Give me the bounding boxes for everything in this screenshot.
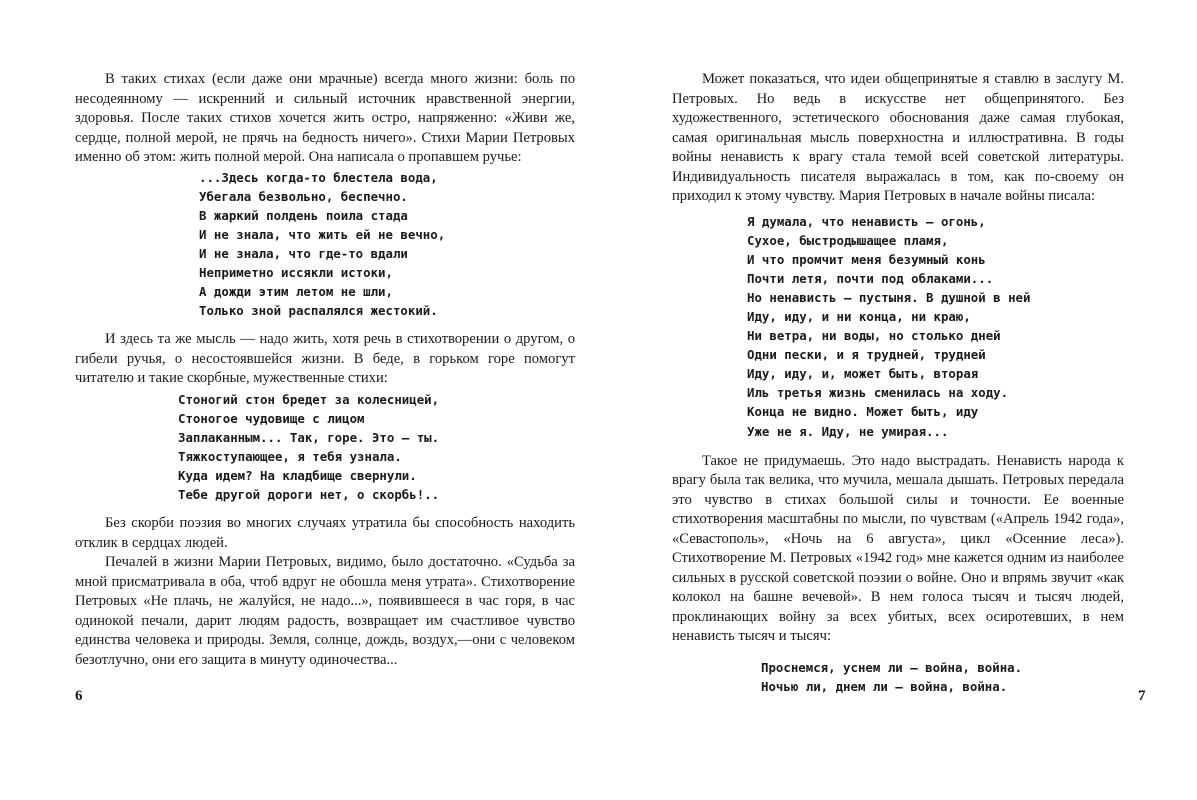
verse-line: Только зной распалялся жестокий.	[199, 303, 438, 319]
right-paragraph-2: Такое не придумаешь. Это надо выстрадать. Ненависть народа к врагу была так велика, что мучила, мешала дышать. Петровых передала это чувство в стихах большой силы и точности. Ее военные стихотворения масштабны по мысли, по чувствам («Апрель 1942 года», «Севастополь», «Ночь на 6 августа», цикл «Осенние леса»). Стихотворение М. Петровых «1942 год» мне кажется одним из наиболее сильных в русской советской поэзии о войне. Оно и впрямь звучит «как колокол на башне вечевой». В нем голоса тысяч и тысяч людей, проклинающих войну за всех убитых, всех осиротевших, в нем ненависть тысяч и тысяч:	[672, 452, 1124, 645]
verse-line: Ни ветра, ни воды, но столько дней	[747, 328, 1001, 344]
poem-sorrow	[178, 390, 575, 505]
right-page	[672, 70, 1124, 696]
verse-line: Сухое, быстродышащее пламя,	[747, 232, 949, 248]
right-paragraph-1: Может показаться, что идеи общепринятые я ставлю в заслугу М. Петровых. Но ведь в искусстве нет общепринятого. Без художественного, эстетического обоснования даже самая глубокая, самая оригинальная мысль поверхностна и иллюстративна. В годы войны ненависть к врагу стала темой всей советской литературы. Индивидуальность писателя выражалась в том, как по-своему он приходил к этому чувству. Мария Петровых в начале войны писала:	[672, 71, 1124, 204]
verse-line: В жаркий полдень поила стада	[199, 207, 408, 223]
verse-line: А дожди этим летом не шли,	[199, 284, 393, 300]
verse-line: Иду, иду, и, может быть, вторая	[747, 366, 979, 382]
poem-stream	[199, 168, 575, 321]
verse-line: Тяжкоступающее, я тебя узнала.	[178, 449, 402, 465]
verse-line: Я думала, что ненависть — огонь,	[747, 213, 986, 229]
verse-line: Почти летя, почти под облаками...	[747, 270, 994, 286]
verse-line: Иду, иду, и ни конца, ни краю,	[747, 308, 971, 324]
verse-line: Стоногий стон бредет за колесницей,	[178, 391, 440, 407]
poem-1942	[761, 658, 1124, 696]
verse-line: Но ненависть — пустыня. В душной в ней	[747, 289, 1031, 305]
left-page	[75, 70, 575, 670]
verse-line: Одни пески, и я трудней, трудней	[747, 347, 986, 363]
verse-line: Ночью ли, днем ли — война, война.	[761, 678, 1008, 694]
page-number-right: 7	[1138, 688, 1146, 704]
verse-line: И не знала, что где-то вдали	[199, 245, 408, 261]
left-paragraph-3: Без скорби поэзия во многих случаях утратила бы способность находить отклик в сердцах людей.	[75, 515, 575, 551]
verse-line: Куда идем? На кладбище свернули.	[178, 468, 417, 484]
verse-line: Заплаканным... Так, горе. Это — ты.	[178, 429, 440, 445]
verse-line: Уже не я. Иду, не умирая...	[747, 423, 949, 439]
verse-line: Стоногое чудовище с лицом	[178, 410, 365, 426]
verse-line: Иль третья жизнь сменилась на ходу.	[747, 385, 1009, 401]
verse-line: Тебе другой дороги нет, о скорбь!..	[178, 487, 440, 503]
left-paragraph-1: В таких стихах (если даже они мрачные) всегда много жизни: боль по несодеянному — искренний и сильный источник нравственной энергии, здоровья. После таких стихов хочется жить остро, напряженно: «Живи же, сердце, полной мерой, не прячь на бедность ничего». Стихи Марии Петровых именно об этом: жить полной мерой. Она написала о пропавшем ручье:	[75, 71, 575, 165]
left-paragraph-2: И здесь та же мысль — надо жить, хотя речь в стихотворении о другом, о гибели ручья, о несостоявшейся жизни. В беде, в горьком горе помогут читателю и такие скорбные, мужественные стихи:	[75, 331, 575, 387]
verse-line: И что промчит меня безумный конь	[747, 251, 986, 267]
page-number-left: 6	[75, 688, 83, 704]
poem-hatred	[747, 212, 1124, 441]
verse-line: Конца не видно. Может быть, иду	[747, 404, 979, 420]
verse-line: ...Здесь когда-то блестела вода,	[199, 169, 438, 185]
left-paragraph-4: Печалей в жизни Марии Петровых, видимо, было достаточно. «Судьба за мной присматривала в оба, чтоб вдруг не обошла меня утрата». Стихотворение Петровых «Не плачь, не жалуйся, не надо...», появившееся в час горя, в час одинокой печали, дарит людям радость, возвращает им счастливое чувство единства человека и природы. Земля, солнце, дождь, воздух,—они с человеком безотлучно, они его защита в минуту одиночества...	[75, 554, 575, 668]
verse-line: И не знала, что жить ей не вечно,	[199, 226, 446, 242]
verse-line: Убегала безвольно, беспечно.	[199, 188, 408, 204]
verse-line: Неприметно иссякли истоки,	[199, 264, 393, 280]
verse-line: Проснемся, уснем ли — война, война.	[761, 659, 1023, 675]
